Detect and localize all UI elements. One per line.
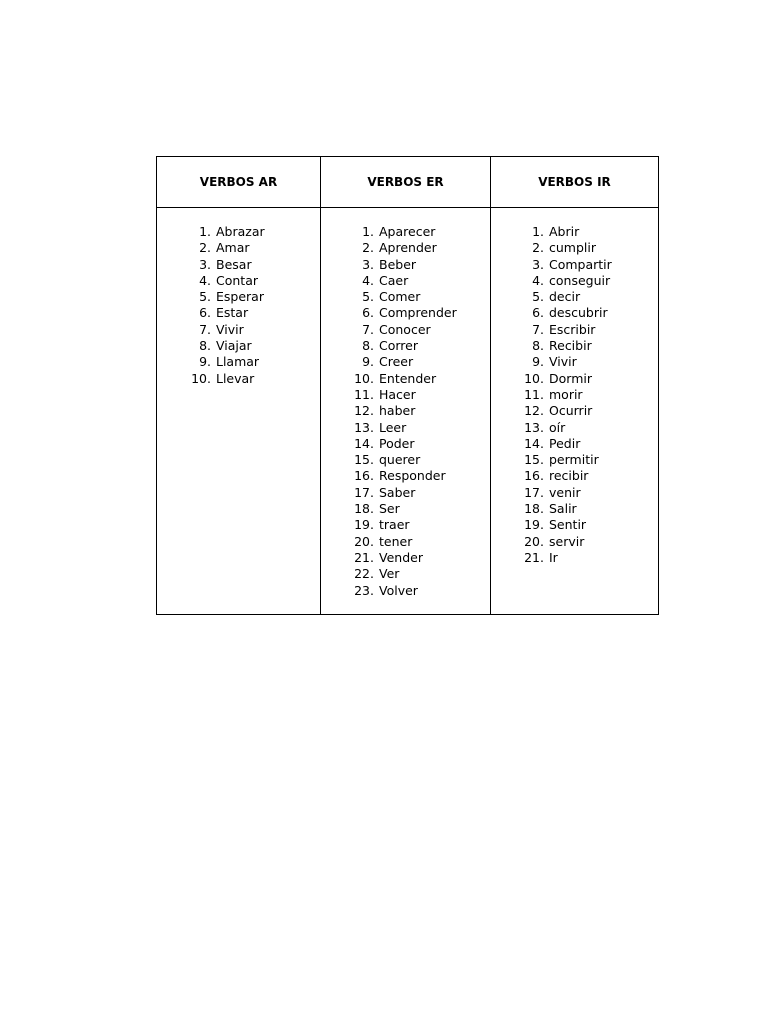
er-verb-list [321,224,490,599]
list-item [520,273,658,289]
list-item [520,468,658,484]
verb-label: tener [379,533,413,549]
verb-label: Hacer [379,386,416,402]
list-item [187,224,320,240]
verb-label: Creer [379,354,414,370]
list-item-number: 4. [362,272,374,288]
list-item-number: 21. [354,549,374,565]
list-item-number: 4. [532,272,544,288]
header-ar: VERBOS AR [157,157,321,208]
list-item-number: 1. [199,224,211,239]
list-item-number: 15. [354,452,374,468]
list-item-number: 23. [354,582,374,598]
verb-label: decir [549,289,581,305]
list-item [350,338,490,354]
list-item-number: 8. [199,338,211,354]
verb-label: Esperar [216,289,264,305]
list-item-number: 13. [354,419,374,435]
verb-label: Aprender [379,240,437,256]
verb-label: Vivir [216,321,244,337]
list-item-number: 6. [199,305,211,321]
list-item-number: 2. [532,240,544,256]
list-item-number: 7. [199,321,211,337]
verb-label: Ocurrir [549,403,593,419]
list-item [520,501,658,517]
verb-label: Compartir [549,256,612,272]
list-item-number: 6. [532,305,544,321]
ir-verb-list [491,224,658,566]
list-item [350,224,490,240]
list-item-number: 21. [524,549,544,565]
list-item [187,305,320,321]
verb-label: Ver [379,566,400,582]
verb-label: descubrir [549,305,608,321]
list-item-number: 5. [532,289,544,305]
list-item [350,468,490,484]
list-item [350,420,490,436]
verb-label: permitir [549,452,599,468]
list-item-number: 5. [362,289,374,305]
list-item-number: 18. [354,501,374,517]
list-item [350,322,490,338]
verb-label: Llevar [216,370,255,386]
list-item [520,452,658,468]
verb-label: Sentir [549,517,587,533]
list-item-number: 20. [354,533,374,549]
list-item-number: 3. [199,256,211,272]
list-item [350,371,490,387]
ar-verb-list [157,224,320,387]
list-item [350,257,490,273]
verb-label: Pedir [549,435,581,451]
verb-label: Dormir [549,370,592,386]
verb-label: Salir [549,501,577,517]
verb-label: Amar [216,240,250,256]
list-item [520,420,658,436]
list-item [350,452,490,468]
verb-label: Ser [379,501,400,517]
list-item-number: 22. [354,566,374,582]
list-item-number: 13. [524,419,544,435]
verb-label: oír [549,419,566,435]
list-item [350,485,490,501]
list-item [187,240,320,256]
verb-label: Vivir [549,354,577,370]
verb-label: Entender [379,370,437,386]
verb-label: cumplir [549,240,596,256]
list-item-number: 11. [354,386,374,402]
list-item-number: 1. [362,224,374,239]
list-item [520,403,658,419]
list-item-number: 8. [362,338,374,354]
verb-label: querer [379,452,421,468]
list-item-number: 6. [362,305,374,321]
list-item [187,338,320,354]
verb-label: Ir [549,549,558,565]
verb-label: Aparecer [379,224,436,239]
verb-label: morir [549,386,583,402]
list-item [187,354,320,370]
verb-label: Besar [216,256,252,272]
list-item-number: 9. [532,354,544,370]
list-item-number: 2. [362,240,374,256]
verb-label: Beber [379,256,417,272]
verb-label: Abrir [549,224,580,239]
list-item [520,517,658,533]
list-item [520,436,658,452]
list-item-number: 7. [362,321,374,337]
list-item-number: 9. [199,354,211,370]
list-item [520,371,658,387]
list-item [520,289,658,305]
list-item-number: 10. [191,370,211,386]
body-row [157,208,659,615]
list-item [350,501,490,517]
list-item-number: 17. [354,484,374,500]
header-er: VERBOS ER [321,157,491,208]
verb-label: conseguir [549,272,611,288]
list-item [520,354,658,370]
list-item-number: 9. [362,354,374,370]
list-item [187,289,320,305]
list-item [350,436,490,452]
list-item [520,322,658,338]
list-item [520,387,658,403]
verb-label: Estar [216,305,249,321]
verb-label: Recibir [549,338,592,354]
verb-label: Viajar [216,338,252,354]
verb-label: Caer [379,272,409,288]
list-item-number: 4. [199,272,211,288]
list-item [520,224,658,240]
list-item-number: 2. [199,240,211,256]
list-item-number: 15. [524,452,544,468]
list-item-number: 11. [524,386,544,402]
verb-label: Contar [216,272,258,288]
list-item [520,257,658,273]
list-item-number: 7. [532,321,544,337]
verb-label: Abrazar [216,224,265,239]
list-item [520,534,658,550]
list-item-number: 10. [524,370,544,386]
list-item [187,273,320,289]
list-item [350,354,490,370]
list-item [187,322,320,338]
list-item-number: 14. [354,435,374,451]
verb-label: servir [549,533,585,549]
list-item-number: 17. [524,484,544,500]
verb-label: Llamar [216,354,260,370]
list-item [350,289,490,305]
list-item [350,550,490,566]
list-item [350,240,490,256]
list-item-number: 16. [524,468,544,484]
list-item [187,257,320,273]
verb-label: traer [379,517,410,533]
list-item-number: 3. [362,256,374,272]
verb-table [156,156,659,615]
verb-label: Conocer [379,321,431,337]
verb-label: Leer [379,419,407,435]
list-item [520,338,658,354]
verb-label: Saber [379,484,416,500]
er-verbs-cell [321,208,491,615]
verb-label: Comprender [379,305,457,321]
list-item-number: 19. [354,517,374,533]
list-item [350,387,490,403]
list-item [350,534,490,550]
list-item-number: 8. [532,338,544,354]
list-item-number: 19. [524,517,544,533]
list-item [520,485,658,501]
verb-label: Correr [379,338,418,354]
list-item-number: 20. [524,533,544,549]
list-item-number: 18. [524,501,544,517]
ar-verbs-cell [157,208,321,615]
list-item [350,583,490,599]
list-item-number: 5. [199,289,211,305]
verb-label: Volver [379,582,418,598]
list-item [350,403,490,419]
verb-label: Escribir [549,321,596,337]
list-item [520,305,658,321]
list-item [350,273,490,289]
verb-label: Comer [379,289,421,305]
header-ir: VERBOS IR [491,157,659,208]
ir-verbs-cell [491,208,659,615]
verb-label: recibir [549,468,589,484]
verb-label: Poder [379,435,415,451]
list-item-number: 16. [354,468,374,484]
list-item-number: 12. [524,403,544,419]
list-item-number: 3. [532,256,544,272]
verb-label: haber [379,403,416,419]
list-item [350,566,490,582]
list-item [350,517,490,533]
list-item-number: 10. [354,370,374,386]
list-item [520,240,658,256]
list-item [520,550,658,566]
verb-label: venir [549,484,581,500]
header-row [157,157,659,208]
list-item-number: 14. [524,435,544,451]
list-item-number: 12. [354,403,374,419]
list-item-number: 1. [532,224,544,239]
list-item [350,305,490,321]
verb-label: Responder [379,468,446,484]
list-item [187,371,320,387]
verb-label: Vender [379,549,423,565]
